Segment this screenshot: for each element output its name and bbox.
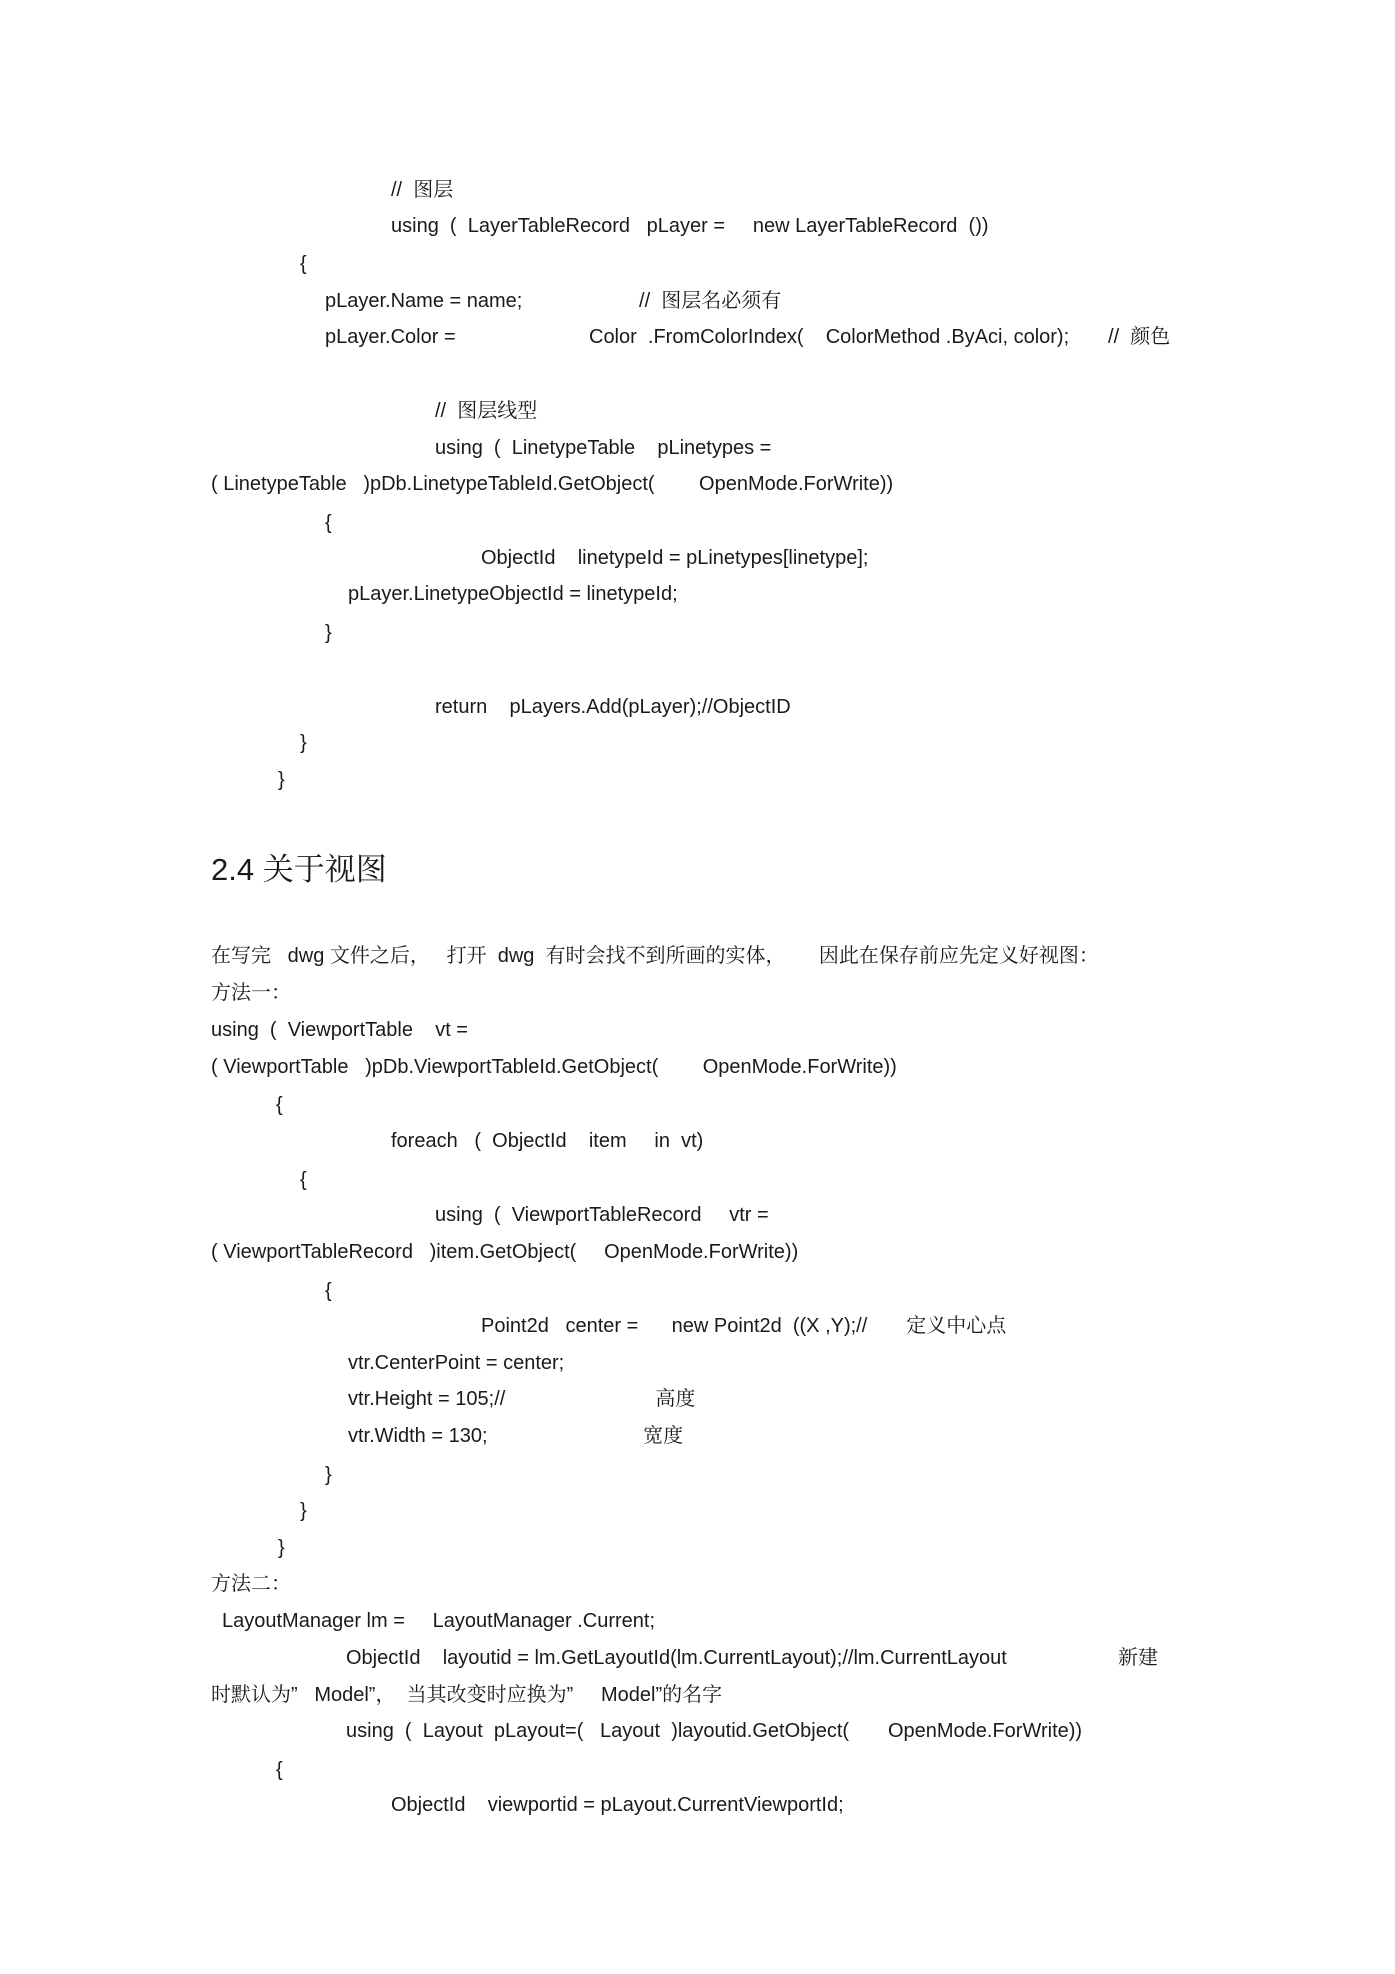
- code-line: ( ViewportTableRecord )item.GetObject( OpenMode.ForWrite)): [211, 1241, 799, 1263]
- code-line: {: [276, 1759, 283, 1781]
- code-line: 时默认为” Model”， 当其改变时应换为” Model”的名字: [211, 1684, 723, 1706]
- code-line: ObjectId linetypeId = pLinetypes[linetype];: [481, 547, 869, 569]
- code-line: {: [325, 512, 332, 534]
- code-line: }: [325, 1464, 332, 1486]
- code-line: vtr.Width = 130; 宽度: [348, 1425, 684, 1447]
- code-line: pLayer.Name = name; // 图层名必须有: [325, 290, 782, 312]
- code-line: }: [325, 622, 332, 644]
- code-line: ObjectId layoutid = lm.GetLayoutId(lm.CurrentLayout);//lm.CurrentLayout 新建: [346, 1647, 1158, 1669]
- code-line: LayoutManager lm = LayoutManager .Current;: [222, 1610, 656, 1632]
- code-line: return pLayers.Add(pLayer);//ObjectID: [435, 696, 791, 718]
- code-line: }: [278, 769, 285, 791]
- code-line: {: [300, 1169, 307, 1191]
- code-line: ObjectId viewportid = pLayout.CurrentViewportId;: [391, 1794, 844, 1816]
- code-line: using ( LinetypeTable pLinetypes =: [435, 437, 772, 459]
- method-label: 方法一：: [211, 982, 291, 1004]
- code-line: using ( ViewportTableRecord vtr =: [435, 1204, 769, 1226]
- code-line: pLayer.LinetypeObjectId = linetypeId;: [348, 583, 678, 605]
- code-line: pLayer.Color = Color .FromColorIndex( ColorMethod .ByAci, color); // 颜色: [325, 326, 1171, 348]
- code-line: ( LinetypeTable )pDb.LinetypeTableId.GetObject( OpenMode.ForWrite)): [211, 473, 894, 495]
- code-line: foreach ( ObjectId item in vt): [391, 1130, 704, 1152]
- code-line: {: [300, 253, 307, 275]
- code-line: }: [300, 1500, 307, 1522]
- code-line: }: [300, 732, 307, 754]
- code-line: Point2d center = new Point2d ((X ,Y);// 定义中心点: [481, 1315, 1007, 1337]
- code-line: ( ViewportTable )pDb.ViewportTableId.GetObject( OpenMode.ForWrite)): [211, 1056, 897, 1078]
- method-label: 方法二：: [211, 1573, 291, 1595]
- code-line: vtr.CenterPoint = center;: [348, 1352, 565, 1374]
- code-line: using ( Layout pLayout=( Layout )layoutid.GetObject( OpenMode.ForWrite)): [346, 1720, 1083, 1742]
- code-line: using ( LayerTableRecord pLayer = new LayerTableRecord ()): [391, 215, 989, 237]
- code-line: // 图层线型: [435, 400, 538, 422]
- section-heading: 2.4 关于视图: [211, 852, 387, 887]
- code-line: // 图层: [391, 179, 454, 201]
- code-line: vtr.Height = 105;// 高度: [348, 1388, 696, 1410]
- code-line: using ( ViewportTable vt =: [211, 1019, 468, 1041]
- body-paragraph: 在写完 dwg 文件之后， 打开 dwg 有时会找不到所画的实体， 因此在保存前应先定义好视图：: [211, 945, 1099, 967]
- code-line: }: [278, 1537, 285, 1559]
- code-line: {: [276, 1094, 283, 1116]
- code-line: {: [325, 1280, 332, 1302]
